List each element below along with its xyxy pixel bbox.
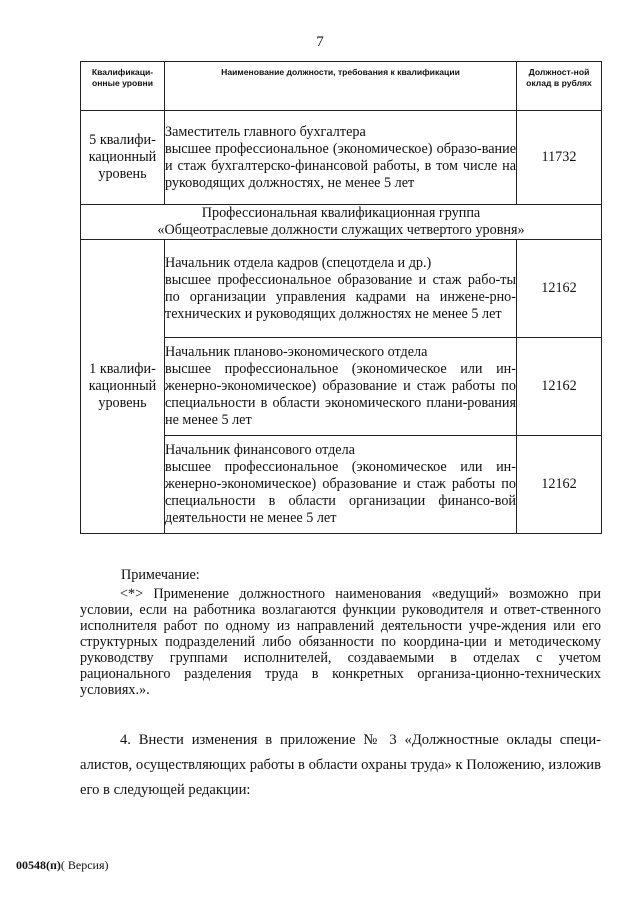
position-cell <box>165 338 517 436</box>
salary-cell: 12162 <box>517 436 602 534</box>
position-requirements: высшее профессиональное (экономическое или ин-женерно-экономическое) образование и стаж работы по специальности в области экономического плани-рования не менее 5 лет <box>165 361 516 428</box>
header-salary: Должност-ной оклад в рублях <box>517 62 602 111</box>
position-requirements: высшее профессиональное (экономическое) образо-вание и стаж бухгалтерско-финансовой работы, в том числе на руководящих должностях, не менее 5 лет <box>165 140 516 191</box>
position-title: Начальник планово-экономического отдела <box>165 344 428 360</box>
document-code: 00548(п) <box>16 858 61 872</box>
position-cell <box>165 240 517 338</box>
position-cell <box>165 111 517 205</box>
group-heading-line1: Профессиональная квалификационная группа <box>201 205 481 221</box>
salary-cell: 12162 <box>517 338 602 436</box>
header-position: Наименование должности, требования к квалификации <box>165 62 517 111</box>
footer <box>16 858 109 873</box>
salary-cell: 11732 <box>517 111 602 205</box>
position-title: Начальник финансового отдела <box>165 442 355 458</box>
amendment-paragraph: 4. Внести изменения в приложение № 3 «Должностные оклады специ-алистов, осуществляющих работы в области охраны труда» к Положению, изложив его в следующей редакции: <box>80 732 601 798</box>
position-cell <box>165 436 517 534</box>
position-requirements: высшее профессиональное (экономическое или ин-женерно-экономическое) образование и стаж работы по специальности в области организации финансо-вой деятельности не менее 5 лет <box>165 459 516 526</box>
group-heading-line2: «Общеотраслевые должности служащих четвертого уровня» <box>157 222 525 238</box>
table-row <box>81 240 602 338</box>
note-text: <*> Применение должностного наименования «ведущий» возможно при условии, если на работника возлагаются функции руководителя и ответ-ственного исполнителя работ по одному из направлений деятельности учре-ждения или его структурных подразделений либо обязанности по координа-ции и методическому руководству группами исполнителей, создаваемыми в отделах с учетом рационального разделения труда в конкретных организа-ционно-технических условиях.». <box>80 586 601 698</box>
salary-cell: 12162 <box>517 240 602 338</box>
document-version: ( Версия) <box>60 858 109 872</box>
table-row <box>81 111 602 205</box>
page-number: 7 <box>316 34 324 50</box>
position-title: Начальник отдела кадров (спецотдела и др.) <box>165 254 432 271</box>
position-title: Заместитель главного бухгалтера <box>165 123 366 140</box>
salary-table <box>80 61 602 534</box>
note-title: Примечание: <box>121 567 200 583</box>
level-cell: 5 квалифи-кационный уровень <box>81 111 165 205</box>
header-level: Квалификаци-онные уровни <box>81 62 165 111</box>
group-heading <box>81 205 602 240</box>
group-row <box>81 205 602 240</box>
level-cell: 1 квалифи-кационный уровень <box>81 240 165 534</box>
table-header-row <box>81 62 602 111</box>
position-requirements: высшее профессиональное образование и стаж рабо-ты по организации управления кадрами на инжене-рно-технических и руководящих должностях не менее 5 лет <box>165 271 516 322</box>
